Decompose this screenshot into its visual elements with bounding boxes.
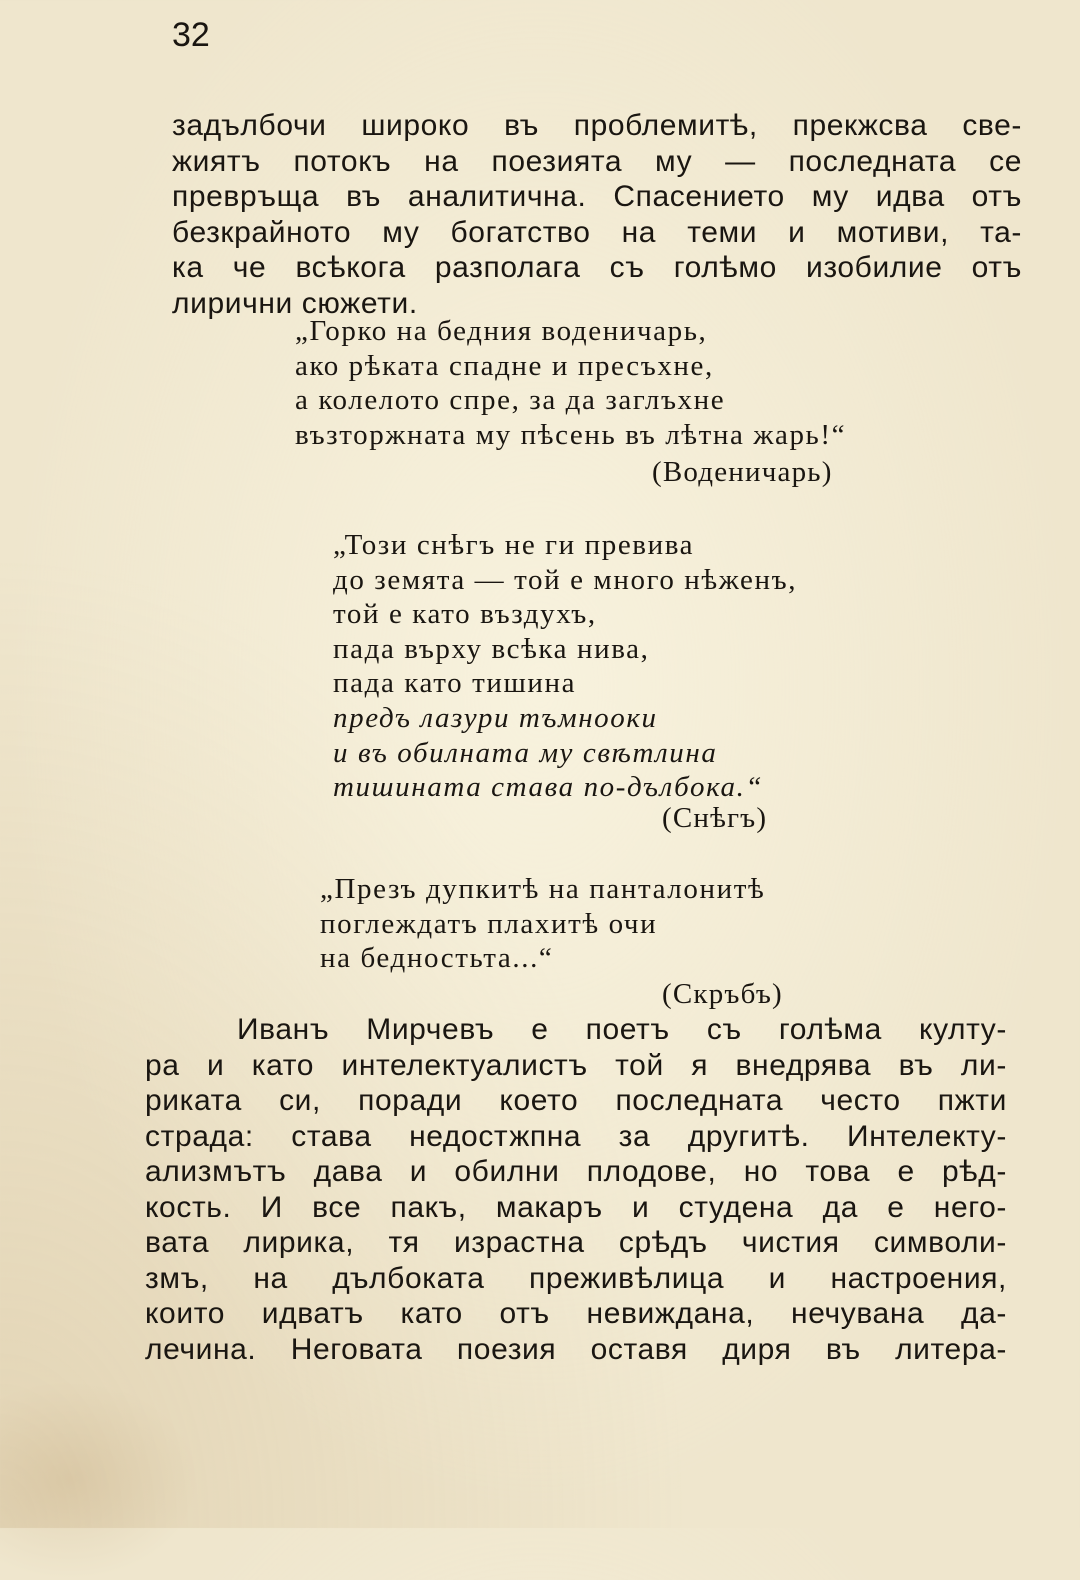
verse-line: пада върху всѣка нива, [333,632,650,665]
paragraph-line: страда: става недостжпна за другитѣ. Интелекту- [145,1119,1007,1153]
paragraph-2 [145,1012,1007,1367]
verse-line: ако рѣката спадне и пресъхне, [295,349,714,382]
paragraph-1 [172,108,1022,321]
verse-line: пада като тишина [333,667,577,700]
paper-stain [0,1380,200,1580]
verse-line: а колелото спре, за да заглъхне [295,384,726,417]
paragraph-line: ра и като интелектуалистъ той я внедрява въ ли- [145,1048,1007,1082]
quote-1-source: (Воденичарь) [652,456,833,488]
verse-line: „Презъ дупкитѣ на панталонитѣ [320,873,766,905]
paragraph-line: лирични сюжети. [172,286,418,320]
quote-1 [295,314,846,452]
verse-line: той е като въздухъ, [333,598,597,631]
paragraph-line: змъ, на дълбоката преживѣлица и настроения, [145,1261,1007,1295]
quote-2-source: (Снѣгъ) [662,802,768,834]
paragraph-line: Иванъ Мирчевъ е поетъ съ голѣма култу- [237,1013,1007,1046]
paragraph-line: риката си, поради което последната често пжти [145,1084,1007,1117]
quote-3 [320,872,765,976]
paragraph-line: ализмътъ дава и обилни плодове, но това е рѣд- [145,1155,1007,1188]
verse-line: възторжната му пѣсень въ лѣтна жарь!“ [295,418,847,451]
quote-2 [333,528,797,805]
paragraph-line: които идватъ като отъ невиждана, нечувана да- [145,1297,1007,1330]
verse-line: „Горко на бедния воденичарь, [295,315,708,347]
paragraph-line: кость. И все пакъ, макаръ и студена да е него- [145,1190,1007,1224]
verse-line: до земята — той е много нѣженъ, [333,563,798,596]
verse-line: „Този снѣгъ не ги превива [333,529,695,561]
page-number: 32 [172,16,210,54]
paragraph-line: безкрайното му богатство на теми и мотиви, та- [172,215,1022,249]
paragraph-line: превръща въ аналитична. Спасението му идва отъ [172,180,1022,213]
paragraph-line: лечина. Неговата поезия оставя диря въ литера- [145,1332,1007,1366]
quote-3-source: (Скръбъ) [662,978,783,1010]
verse-line: поглеждатъ плахитѣ очи [320,907,658,940]
verse-line: тишината става по-дълбока.“ [333,771,764,804]
paragraph-line: задълбочи широко въ проблемитѣ, прекжсва све- [172,109,1022,142]
verse-line: на бедностьта...“ [320,942,554,975]
paragraph-line: вата лирика, тя израстна срѣдъ чистия символи- [145,1226,1007,1259]
verse-line: предъ лазури тъмнооки [333,701,658,734]
paragraph-line: ка че всѣкога разполага съ голѣмо изобилие отъ [172,251,1022,284]
verse-line: и въ обилната му свѣтлина [333,736,718,769]
paragraph-line: жиятъ потокъ на поезията му — последната се [172,144,1022,178]
